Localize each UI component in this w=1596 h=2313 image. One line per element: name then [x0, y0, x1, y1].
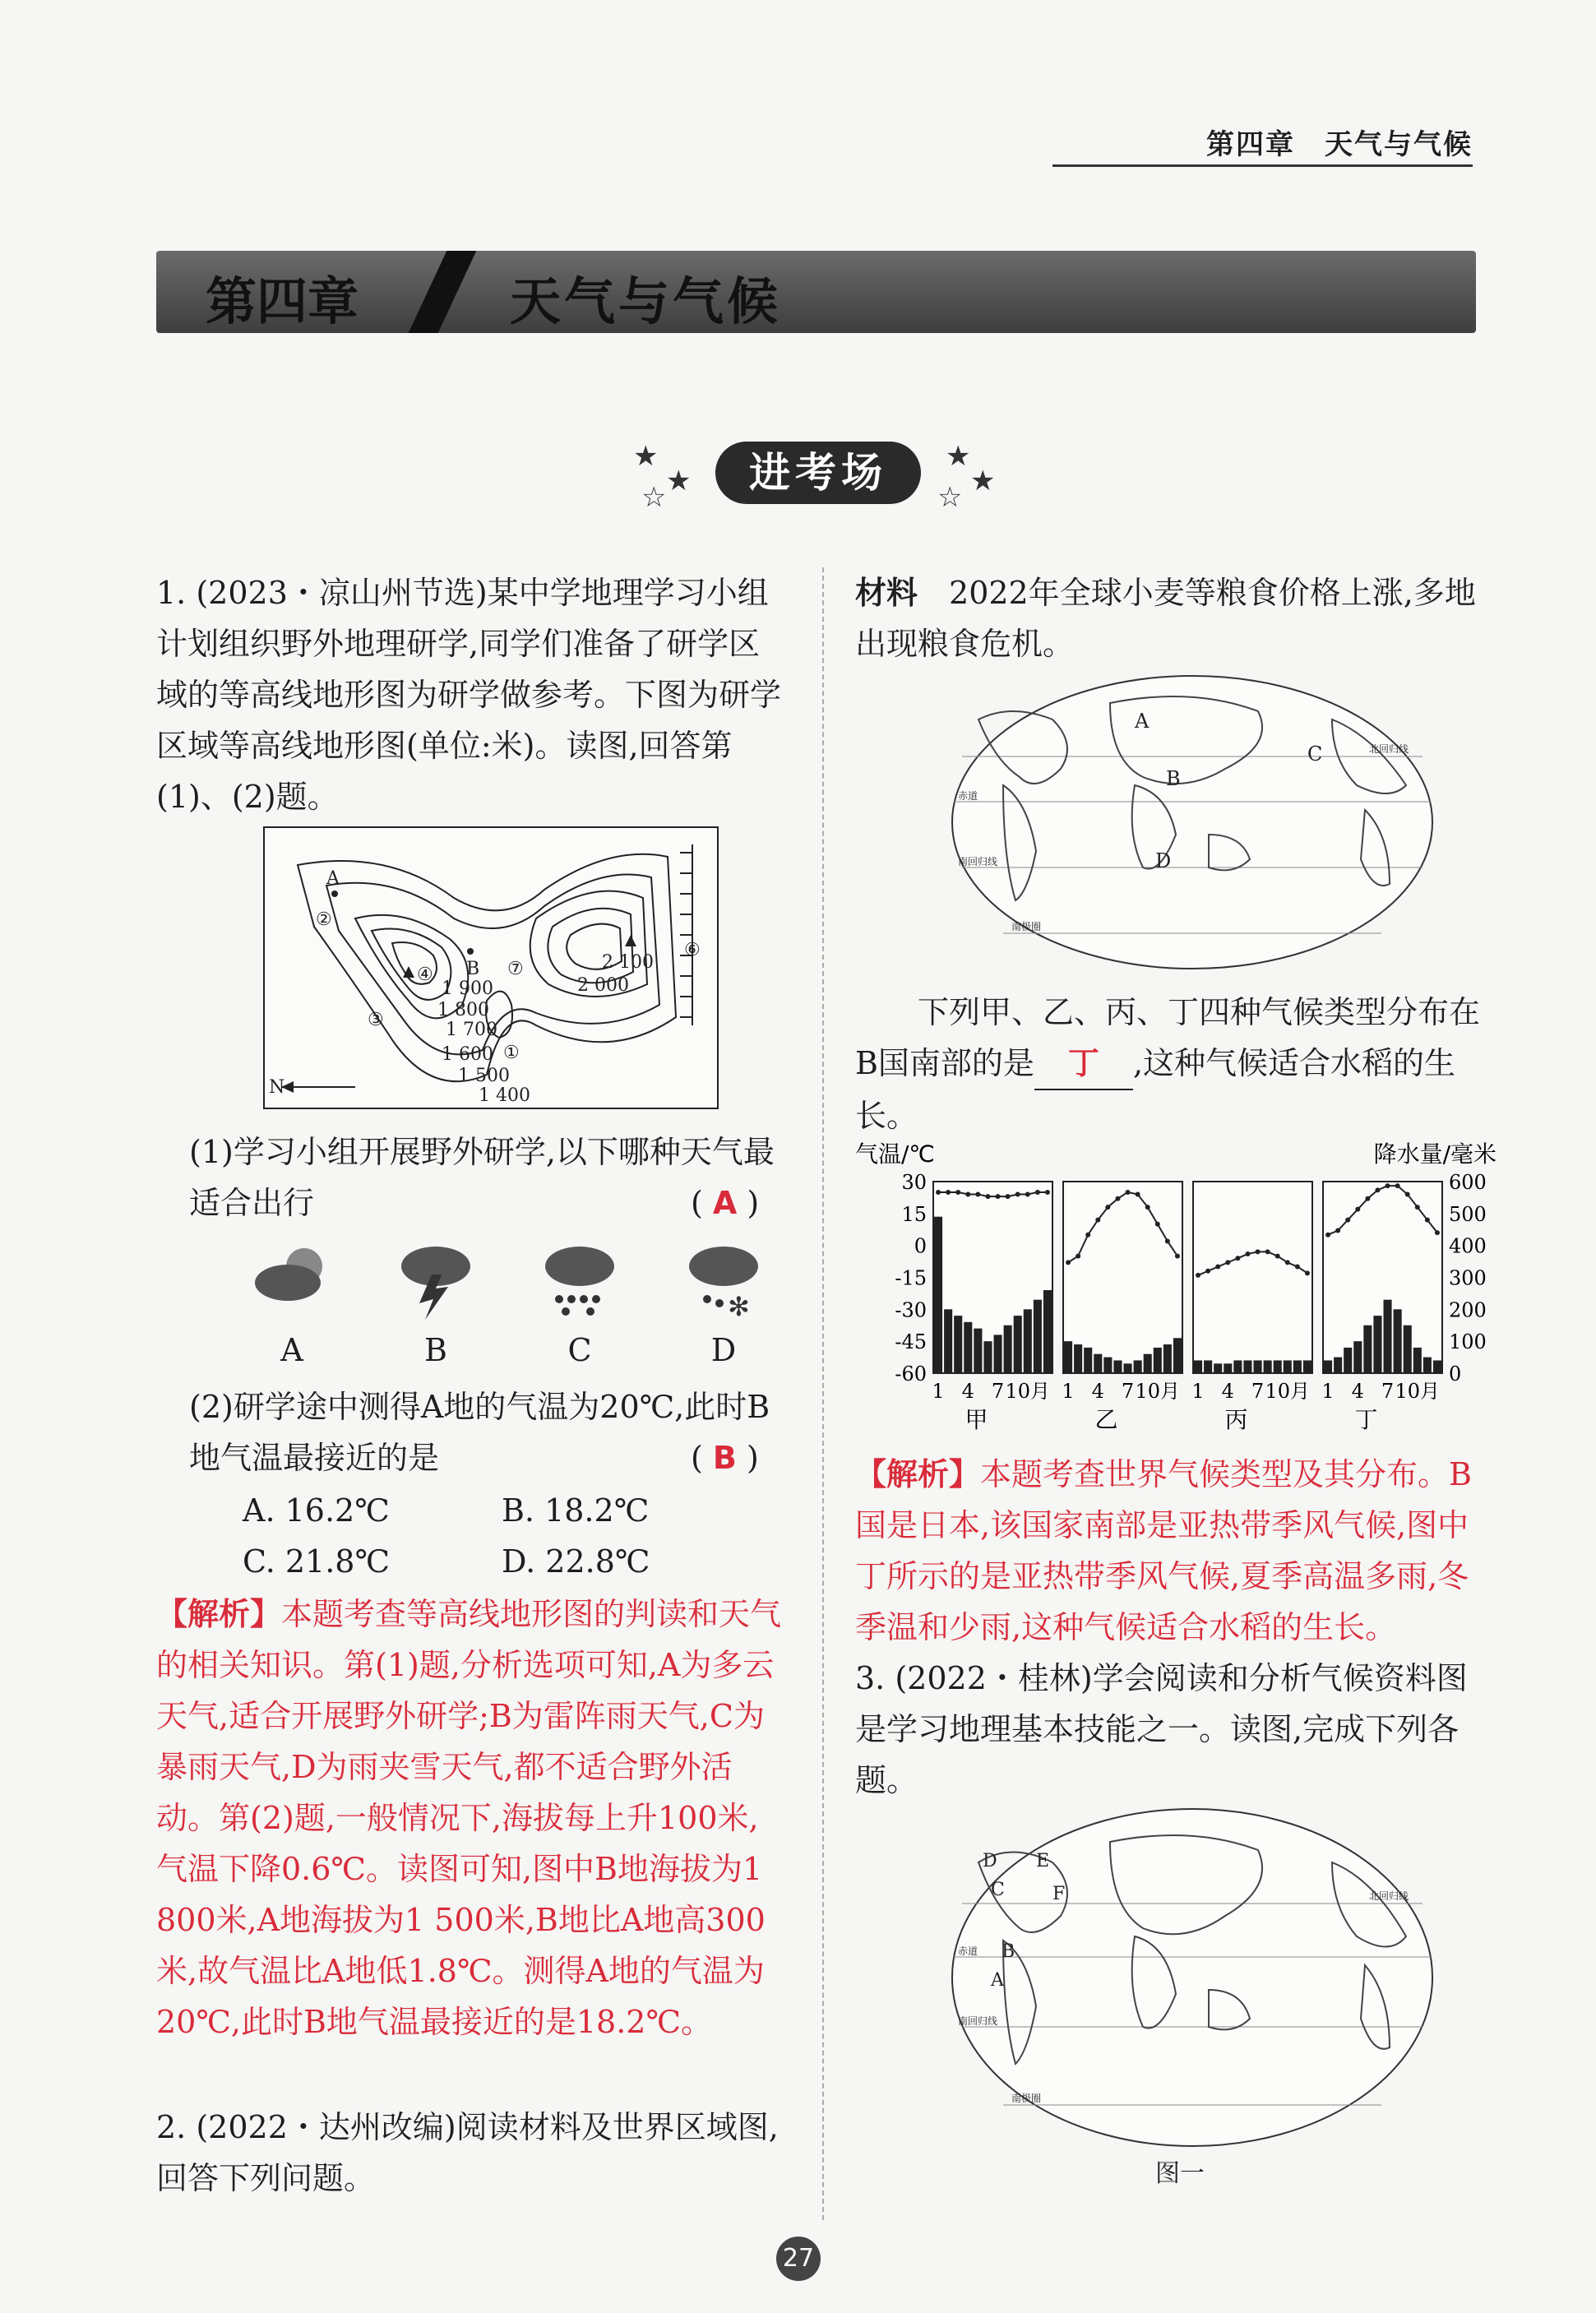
header-rule	[1052, 164, 1473, 167]
chart-month-tick: 4	[1221, 1380, 1234, 1403]
q1-sub1-answer: A	[712, 1185, 738, 1221]
chart-panel-name: 丙	[1224, 1406, 1248, 1433]
q2-intro: 2. (2022・达州改编)阅读材料及世界区域图,回答下列问题。	[156, 2109, 779, 2196]
chart-precip-bar	[1124, 1363, 1132, 1373]
q2-analysis-text: 本题考查世界气候类型及其分布。B国是日本,该国家南部是亚热带季风气候,图中丁所示的是亚热带季风气候,夏季高温多雨,冬季温和少雨,这种气候适合水稻的生长。	[855, 1456, 1472, 1645]
chart-precip-bar	[1233, 1360, 1242, 1373]
chart-temp-point	[1155, 1222, 1160, 1227]
chart-panel-frame	[1193, 1182, 1312, 1373]
chart-temp-point	[955, 1190, 960, 1195]
q1-analysis-tag: 【解析】	[156, 1595, 282, 1632]
chart-tick-left: 0	[914, 1234, 927, 1258]
q2-material-tag: 材料	[855, 574, 918, 611]
chart-precip-bar	[983, 1341, 992, 1373]
chart-month-tick: 1	[932, 1380, 945, 1403]
map2-tropic-n: 北回归线	[1369, 743, 1409, 755]
chart-panel-frame	[1323, 1182, 1442, 1373]
chart-precip-bar	[1433, 1360, 1441, 1373]
map-label-c4: ④	[417, 965, 433, 985]
chart-temp-point	[1196, 1273, 1200, 1278]
map3-tropic-n: 北回归线	[1369, 1890, 1409, 1902]
world-map-q3-svg	[946, 1805, 1439, 2150]
chart-temp-point	[1235, 1256, 1240, 1261]
chart-precip-bar	[1064, 1341, 1072, 1373]
chart-temp-point	[1365, 1196, 1370, 1201]
chart-temp-point	[1285, 1260, 1290, 1265]
chart-month-tick: 4	[1351, 1380, 1364, 1403]
q2-material	[855, 567, 1488, 669]
chart-temp-point	[1275, 1254, 1280, 1259]
icon-label-b: B	[424, 1332, 447, 1368]
q2-question	[855, 987, 1488, 1141]
chart-tick-right: 300	[1449, 1266, 1487, 1290]
q1-analysis	[156, 1589, 789, 2047]
chart-panel-name: 甲	[965, 1406, 988, 1433]
chart-temp-point	[1215, 1265, 1220, 1270]
column-divider	[822, 567, 824, 2220]
map-label-c2: ②	[316, 909, 332, 930]
map-label-2100: 2 100	[602, 952, 654, 973]
star-icon: ☆	[641, 481, 667, 514]
star-icon: ★	[946, 440, 971, 473]
chart-temp-point	[1136, 1192, 1140, 1197]
chart-precip-bar	[1264, 1360, 1272, 1373]
map-label-1600: 1 600	[442, 1044, 493, 1065]
running-header: 第四章 天气与气候	[1206, 128, 1473, 161]
map-label-c1: ①	[503, 1043, 520, 1063]
chart-tick-right: 400	[1449, 1234, 1487, 1258]
map-label-c7: ⑦	[507, 959, 524, 979]
star-icon: ★	[633, 440, 659, 473]
chart-tick-right: 600	[1449, 1171, 1487, 1194]
map2-label-d: D	[1155, 849, 1172, 872]
chart-temp-point	[1105, 1205, 1110, 1210]
map2-tropic-s: 南回归线	[958, 856, 998, 867]
q2-material-text: 2022年全球小麦等粮食价格上涨,多地出现粮食危机。	[855, 575, 1476, 662]
heavy-rain-icon	[534, 1237, 625, 1320]
contour-svg	[265, 828, 717, 1108]
chart-precip-bar	[1144, 1354, 1152, 1373]
chart-precip-bar	[1243, 1360, 1251, 1373]
chart-precip-bar	[1194, 1360, 1202, 1373]
chart-temp-point	[1225, 1260, 1230, 1265]
chart-precip-bar	[1284, 1360, 1292, 1373]
chart-precip-bar	[1254, 1360, 1262, 1373]
chart-month-tick: 7	[991, 1380, 1005, 1403]
chart-temp-point	[1126, 1190, 1131, 1195]
chart-temp-point	[1245, 1251, 1250, 1256]
q3-intro: 3. (2022・桂林)学会阅读和分析气候资料图是学习地理基本技能之一。读图,完成下列各题。	[855, 1660, 1468, 1798]
q1-sub2-answer-wrap: ( B )	[691, 1440, 759, 1476]
sleet-icon	[678, 1237, 769, 1320]
map-label-b: B	[466, 959, 480, 979]
map3-tropic-s: 南回归线	[958, 2015, 998, 2027]
thunderstorm-icon	[391, 1237, 481, 1320]
map3-equator: 赤道	[958, 1945, 978, 1957]
cloudy-sun-icon	[247, 1237, 337, 1311]
star-icon: ★	[666, 465, 692, 497]
chart-precip-bar	[1303, 1360, 1311, 1373]
chart-temp-point	[946, 1190, 951, 1195]
chart-tick-left: 15	[901, 1202, 927, 1226]
chart-temp-point	[1205, 1269, 1210, 1274]
chart-temp-point	[1345, 1218, 1350, 1223]
chart-precip-bar	[1084, 1348, 1092, 1373]
chart-temp-point	[1095, 1218, 1100, 1223]
chart-temp-point	[1006, 1194, 1011, 1199]
chart-precip-bar	[1024, 1309, 1032, 1373]
map-label-1800: 1 800	[437, 1000, 489, 1020]
chart-tick-right: 200	[1449, 1298, 1487, 1322]
map-label-1500: 1 500	[458, 1066, 510, 1086]
option-d: D. 22.8℃	[502, 1543, 650, 1580]
q2-answer: 丁	[1034, 1038, 1133, 1090]
chart-temp-point	[1415, 1205, 1420, 1210]
icon-label-c: C	[567, 1332, 592, 1368]
chart-precip-bar	[1173, 1338, 1182, 1373]
chart-temp-point	[1355, 1207, 1360, 1212]
map-label-1900: 1 900	[442, 978, 493, 999]
map-label-1400: 1 400	[479, 1085, 530, 1106]
world-map-q3	[946, 1805, 1439, 2150]
chart-precip-bar	[1103, 1358, 1112, 1373]
q2-question-post: ,这种气候适合水稻的生长。	[855, 1045, 1456, 1134]
chart-temp-point	[1295, 1265, 1300, 1270]
option-c: C. 21.8℃	[243, 1543, 390, 1580]
banner-slash	[409, 251, 477, 333]
chart-month-tick: 7	[1121, 1380, 1135, 1403]
chart-temp-point	[1175, 1254, 1180, 1259]
chart-precip-bar	[1154, 1348, 1162, 1373]
chart-month-tick: 1	[1321, 1380, 1335, 1403]
chart-temp-point	[1115, 1196, 1120, 1201]
chart-tick-right: 500	[1449, 1202, 1487, 1226]
chart-temp-point	[1305, 1270, 1310, 1275]
chart-precip-bar	[1394, 1309, 1402, 1373]
chart-month-tick: 1	[1191, 1380, 1205, 1403]
chart-tick-left: -30	[895, 1298, 927, 1322]
map3-label-d: D	[983, 1851, 997, 1871]
chart-precip-bar	[1363, 1325, 1372, 1373]
chart-precip-bar	[1293, 1360, 1302, 1373]
chart-tick-left: -60	[895, 1362, 927, 1385]
chart-precip-bar	[1204, 1360, 1212, 1373]
climate-chart	[855, 1139, 1497, 1435]
chart-precip-bar	[1214, 1363, 1222, 1373]
chart-temp-point	[1335, 1228, 1340, 1233]
chart-precip-bar	[964, 1322, 972, 1373]
map3-label-a: A	[991, 1970, 1004, 1991]
section-badge	[625, 432, 1011, 514]
chart-month-tick: 10月	[1005, 1380, 1051, 1403]
chart-month-tick: 10月	[1395, 1380, 1441, 1403]
chart-precip-bar	[934, 1217, 942, 1373]
chart-temp-point	[1165, 1238, 1170, 1243]
chart-month-tick: 4	[961, 1380, 974, 1403]
map2-label-b: B	[1166, 767, 1181, 790]
chapter-banner	[156, 251, 1476, 333]
chart-precip-bar	[1094, 1354, 1102, 1373]
chart-precip-bar	[974, 1329, 982, 1373]
chart-precip-bar	[1163, 1344, 1172, 1373]
chart-month-tick: 1	[1062, 1380, 1075, 1403]
map-label-north: N	[269, 1077, 285, 1098]
chart-precip-bar	[1224, 1363, 1232, 1373]
chart-precip-bar	[1043, 1290, 1052, 1373]
chart-tick-left: 30	[901, 1171, 927, 1194]
chart-precip-bar	[1004, 1325, 1012, 1373]
chart-panel-name: 丁	[1354, 1406, 1378, 1433]
chart-panel-name: 乙	[1094, 1406, 1118, 1433]
map-label-c6: ⑥	[684, 940, 701, 960]
chart-temp-point	[1405, 1192, 1410, 1197]
chart-precip-bar	[1074, 1344, 1082, 1373]
chart-temp-point	[1025, 1192, 1030, 1197]
chart-temp-point	[1386, 1183, 1390, 1188]
chart-precip-bar	[1384, 1300, 1392, 1373]
chart-precip-bar	[1413, 1348, 1422, 1373]
chart-temp-point	[1425, 1218, 1430, 1223]
chart-tick-right: 100	[1449, 1330, 1487, 1354]
chart-precip-bar	[1134, 1360, 1142, 1373]
chart-temp-point	[1256, 1249, 1261, 1254]
map2-label-a: A	[1135, 710, 1150, 733]
chart-precip-bar	[954, 1316, 962, 1373]
contour-map	[263, 826, 719, 1109]
map2-equator: 赤道	[958, 790, 978, 802]
chart-temp-point	[1265, 1249, 1270, 1254]
badge-label: 进考场	[715, 442, 921, 504]
chart-tick-left: -45	[895, 1330, 927, 1354]
q1-intro: 1. (2023・凉山州节选)某中学地理学习小组计划组织野外地理研学,同学们准备了研学区域的等高线地形图为研学做参考。下图为研学区域等高线地形图(单位:米)。读图,回答第(1)、(2)题。	[156, 575, 782, 815]
q1-sub2-answer: B	[712, 1440, 737, 1476]
chart-ylabel-right: 降水量/毫米	[1373, 1140, 1497, 1168]
chart-month-tick: 4	[1091, 1380, 1104, 1403]
map3-label-e: E	[1036, 1851, 1050, 1871]
chart-precip-bar	[1034, 1300, 1042, 1373]
chart-precip-bar	[1353, 1341, 1362, 1373]
chart-temp-point	[1145, 1205, 1150, 1210]
chart-precip-bar	[1423, 1358, 1432, 1373]
chart-temp-point	[1375, 1187, 1380, 1192]
chart-temp-point	[1325, 1233, 1330, 1237]
q2-analysis	[855, 1449, 1488, 1653]
option-b: B. 18.2℃	[502, 1492, 650, 1529]
star-icon: ★	[970, 465, 996, 497]
chart-tick-left: -15	[895, 1266, 927, 1290]
chart-precip-bar	[944, 1309, 952, 1373]
chart-temp-point	[996, 1194, 1001, 1199]
chart-temp-point	[1085, 1233, 1090, 1237]
chart-temp-point	[936, 1190, 941, 1195]
star-icon: ☆	[937, 481, 963, 514]
map3-label-b: B	[1002, 1941, 1015, 1962]
world-map-q2-svg	[946, 670, 1439, 974]
chart-temp-point	[1045, 1190, 1050, 1195]
banner-chapter: 第四章	[206, 271, 359, 331]
icon-label-d: D	[710, 1332, 737, 1368]
climate-chart-svg	[855, 1139, 1497, 1435]
chart-precip-bar	[1274, 1360, 1282, 1373]
chart-month-tick: 10月	[1135, 1380, 1181, 1403]
chart-ylabel-left: 气温/℃	[855, 1140, 935, 1168]
q1-analysis-text: 本题考查等高线地形图的判读和天气的相关知识。第(1)题,分析选项可知,A为多云天气,适合开展野外研学;B为雷阵雨天气,C为暴雨天气,D为雨夹雪天气,都不适合野外活动。第(2)题,一般情况下,海拔每上升100米,气温下降0.6℃。读图可知,图中B地海拔为1 800米,A地海拔为1 500米,B地比A地高300米,故气温比A地低1.8℃。测得A地的气温为20℃,此时B地气温最接近的是18.2℃。	[156, 1596, 782, 2040]
chart-temp-point	[1076, 1254, 1080, 1259]
q1-sub1-text: (1)学习小组开展野外研学,以下哪种天气最适合出行	[189, 1134, 775, 1221]
q2-question-pre: 下列甲、乙、丙、丁四种气候类型分布在B国南部的是	[855, 994, 1481, 1081]
svg-text:✻: ✻	[728, 1291, 750, 1320]
chart-precip-bar	[994, 1335, 1002, 1373]
chart-precip-bar	[1373, 1316, 1381, 1373]
map3-label-f: F	[1052, 1884, 1066, 1904]
weather-icons	[238, 1237, 781, 1377]
map-label-2000: 2 000	[577, 975, 629, 996]
chart-temp-point	[975, 1192, 980, 1197]
q1-sub1-answer-wrap: ( A )	[691, 1185, 760, 1221]
chart-temp-point	[965, 1192, 970, 1197]
chart-precip-bar	[1113, 1360, 1122, 1373]
chart-precip-bar	[1404, 1325, 1412, 1373]
figure-caption: 图一	[1155, 2159, 1205, 2188]
map-label-a: A	[326, 868, 340, 889]
chart-precip-bar	[1344, 1348, 1352, 1373]
chart-temp-point	[1015, 1192, 1020, 1197]
map2-antarctic: 南极圈	[1011, 921, 1042, 932]
chart-temp-point	[1035, 1190, 1040, 1195]
chart-temp-point	[1395, 1183, 1400, 1188]
map-label-c3: ③	[368, 1010, 384, 1030]
map2-label-c: C	[1307, 742, 1323, 766]
chart-precip-bar	[1324, 1360, 1332, 1373]
icon-label-a: A	[280, 1332, 303, 1368]
chart-precip-bar	[1334, 1358, 1342, 1373]
world-map-q2	[946, 670, 1439, 974]
banner-title: 天气与气候	[510, 271, 782, 331]
q1-sub2-text: (2)研学途中测得A地的气温为20℃,此时B地气温最接近的是	[189, 1389, 770, 1476]
chart-month-tick: 7	[1381, 1380, 1395, 1403]
option-a: A. 16.2℃	[243, 1492, 390, 1529]
chart-temp-point	[1435, 1230, 1440, 1235]
chart-temp-point	[1066, 1260, 1071, 1265]
page-number: 27	[776, 2237, 821, 2281]
map3-label-c: C	[991, 1880, 1005, 1900]
chart-month-tick: 7	[1251, 1380, 1265, 1403]
q2-analysis-tag: 【解析】	[855, 1455, 981, 1492]
map-label-1700: 1 700	[446, 1020, 497, 1040]
map3-antarctic: 南极圈	[1011, 2093, 1042, 2104]
chart-temp-point	[985, 1194, 990, 1199]
chart-precip-bar	[1014, 1316, 1022, 1373]
chart-tick-right: 0	[1449, 1362, 1462, 1385]
chart-month-tick: 10月	[1265, 1380, 1311, 1403]
